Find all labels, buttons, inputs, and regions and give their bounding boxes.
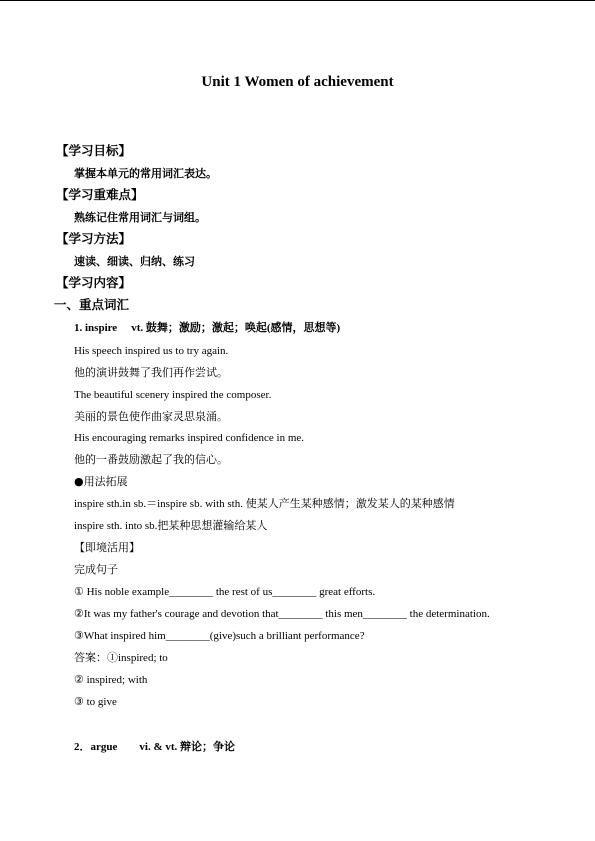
method-text: 速读、细读、归纳、练习 [74,255,195,268]
answer-line: ③ to give [74,696,117,708]
answer-line: 答案：①inspired; to [74,652,168,664]
word2-heading [74,740,235,754]
word1-heading [74,321,340,335]
practice-instruction: 完成句子 [74,563,118,576]
exercise-line: ②It was my father's courage and devotion that________ this men________ the determination. [74,608,490,620]
exercise-line: ① His noble example________ the rest of us________ great efforts. [74,586,376,598]
example-line: 他的演讲鼓舞了我们再作尝试。 [74,366,228,379]
page-top-rule [0,0,595,1]
goal-text: 掌握本单元的常用词汇表达。 [74,167,217,180]
key-header: 【学习重难点】 [56,187,144,202]
answer-line: ② inspired; with [74,674,148,686]
example-line: His speech inspired us to try again. [74,345,229,357]
word1-meaning: 鼓舞；激励；激起；唤起(感情，思想等) [145,322,341,334]
method-header: 【学习方法】 [56,231,132,246]
practice-header: 【即境活用】 [74,541,140,554]
usage-line: inspire sth.in sb.＝inspire sb. with sth. 使某人产生某种感情；激发某人的某种感情 [74,498,455,510]
usage-header: ●用法拓展 [74,475,128,488]
word1-number: 1. inspire [74,322,118,334]
word2-meaning: 辩论；争论 [180,741,236,753]
key-text: 熟练记住常用词汇与词组。 [74,211,206,224]
example-line: His encouraging remarks inspired confidence in me. [74,432,305,444]
goal-header: 【学习目标】 [56,143,132,158]
content-header: 【学习内容】 [56,275,132,290]
example-line: The beautiful scenery inspired the composer. [74,389,272,401]
page-title: Unit 1 Women of achievement [201,74,394,90]
word2-number: 2．argue [74,741,118,753]
exercise-line: ③What inspired him________(give)such a brilliant performance? [74,630,365,642]
part-one-heading: 一、重点词汇 [54,297,130,312]
word1-pos: vt. [131,322,144,334]
usage-line: inspire sth. into sb.把某种思想灌输给某人 [74,520,268,532]
example-line: 他的一番鼓励激起了我的信心。 [74,453,228,466]
example-line: 美丽的景色使作曲家灵思泉涌。 [74,410,228,423]
word2-pos: vi. & vt. [139,741,178,753]
